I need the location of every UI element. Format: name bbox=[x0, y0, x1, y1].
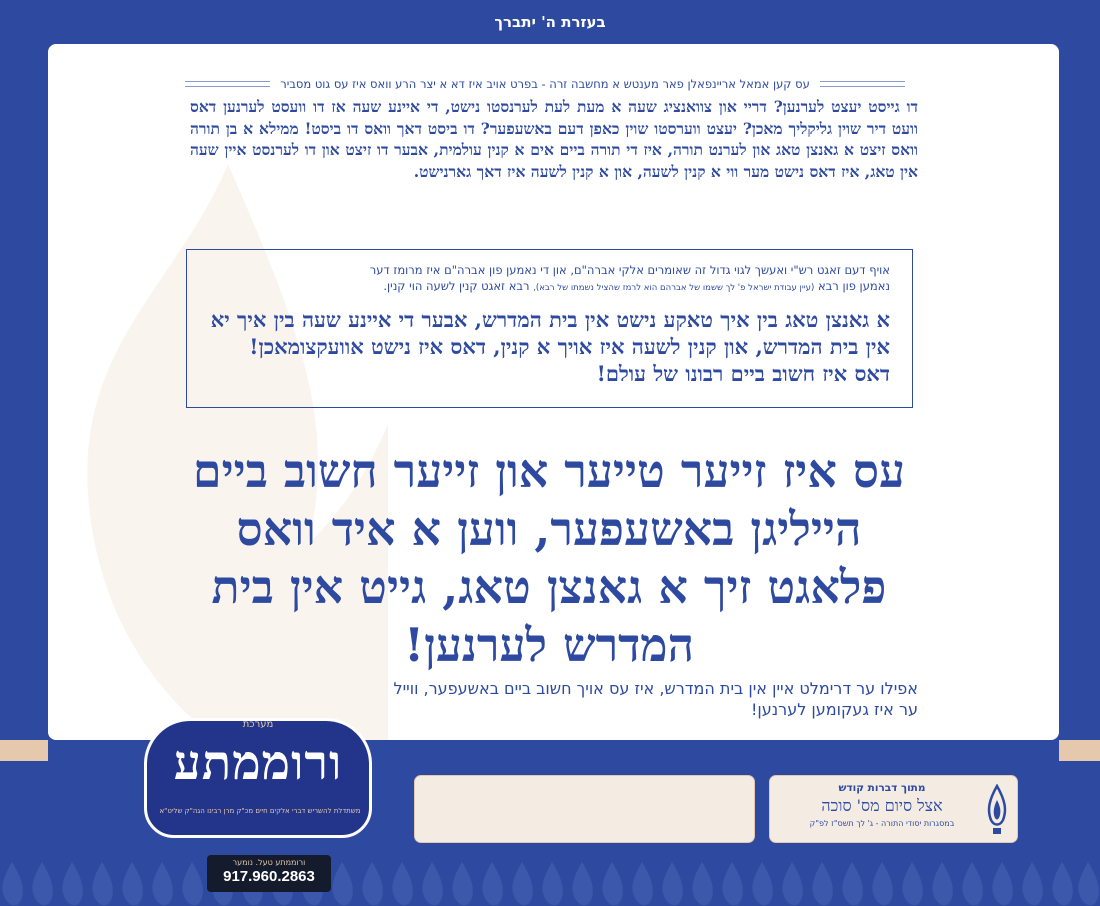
article-subtitle-row bbox=[185, 74, 905, 94]
quote-source-line-2: נאמען פון רבא bbox=[817, 279, 890, 293]
divider-right bbox=[820, 81, 905, 87]
source-main: אצל סיום מס' סוכה bbox=[821, 796, 943, 815]
bottom-flames-icon bbox=[0, 848, 1100, 906]
source-box bbox=[769, 775, 1018, 843]
source-content bbox=[787, 782, 977, 828]
publisher-logo bbox=[144, 718, 372, 838]
source-sub: במסגרות יסודי התורה - ג' לך תשס"ז לפ"ק bbox=[809, 819, 955, 828]
article-subtitle: עס קען אמאל אריינפאלן פאר מענטש א מחשבה זרה - בפרט אויב איז דא א יצר הרע וואס איז עס גוט מסביר bbox=[280, 77, 810, 91]
quote-source-reference: (עיין עבודת ישראל פ' לך ששמו של אברהם הוא לרמז שהציל נשמתו של רבא), bbox=[533, 283, 815, 293]
phone-label: ורוממתע טעל. נומער bbox=[232, 858, 306, 867]
logo-name: ורוממתע bbox=[173, 735, 343, 791]
main-headline: עס איז זייער טייער און זייער חשוב ביים הייליגן באשעפער, ווען א איד וואס פלאגט זיך א גאנצן טאג, גייט אין בית המדרש לערנען! bbox=[192, 444, 906, 672]
closing-text: אפילו ער דרימלט איין אין בית המדרש, איז עס אויך חשוב ביים באשעפער, ווייל ער איז געקומען לערנען! bbox=[393, 679, 918, 719]
candle-flame-icon bbox=[983, 784, 1011, 836]
page-header bbox=[0, 0, 1100, 44]
quote-box bbox=[186, 249, 913, 408]
phone-box bbox=[207, 855, 331, 892]
intro-paragraph: דו גייסט יעצט לערנען? דריי און צוואנציג שעה א מעת לעת לערנסטו נישט, די איינע שעה אז דו וועסט לערנען דאס וועט דיר שוין גליקליך מאכן? יעצט ווערסטו שוין כאפן דעם באשעפער? דו ביסט דאך וואס דו ביסט! ממילא א בן תורה וואס זיצט א גאנצן טאג און לערנט תורה, איז די תורה ביים אים א קנין עולמית, אבער דו זיצט און דו לערנסט איין שעה אין טאג, איז דאס נישט מער ווי א קנין לשעה, און א קנין לשעה איז דאך גארנישט. bbox=[190, 97, 918, 181]
peach-strip-left bbox=[0, 740, 48, 761]
quote-body: א גאנצן טאג בין איך טאקע נישט אין בית המדרש, אבער די איינע שעה בין איך יא אין בית המדרש, און קנין לשעה איז אויך א קנין, דאס איז נישט אוועקצומאכן! דאס איז חשוב ביים רבונו של עולם! bbox=[210, 307, 890, 386]
source-top: מתוך דברות קודש bbox=[838, 782, 926, 794]
divider-left bbox=[185, 81, 270, 87]
logo-tagline: משתדלת להשריש דברי אלקים חיים מכ"ק מרן רבינו הגה"ק שליט"א bbox=[159, 807, 361, 815]
quote-source-line-2-end: רבא זאגט קנין לשעה הוי קנין. bbox=[383, 279, 530, 293]
quote-source bbox=[209, 262, 890, 296]
phone-number: 917.960.2863 bbox=[223, 868, 315, 885]
logo-top-label: מערכת bbox=[242, 719, 274, 730]
blank-info-box bbox=[414, 775, 755, 843]
header-title: בעזרת ה' יתברך bbox=[494, 13, 606, 31]
peach-strip-right bbox=[1059, 740, 1100, 761]
quote-source-line-1: אויף דעם זאגט רש"י ואעשך לגוי גדול זה שאומרים אלקי אברה"ם, און די נאמען פון אברה"ם איז מרומז דער bbox=[369, 263, 890, 277]
